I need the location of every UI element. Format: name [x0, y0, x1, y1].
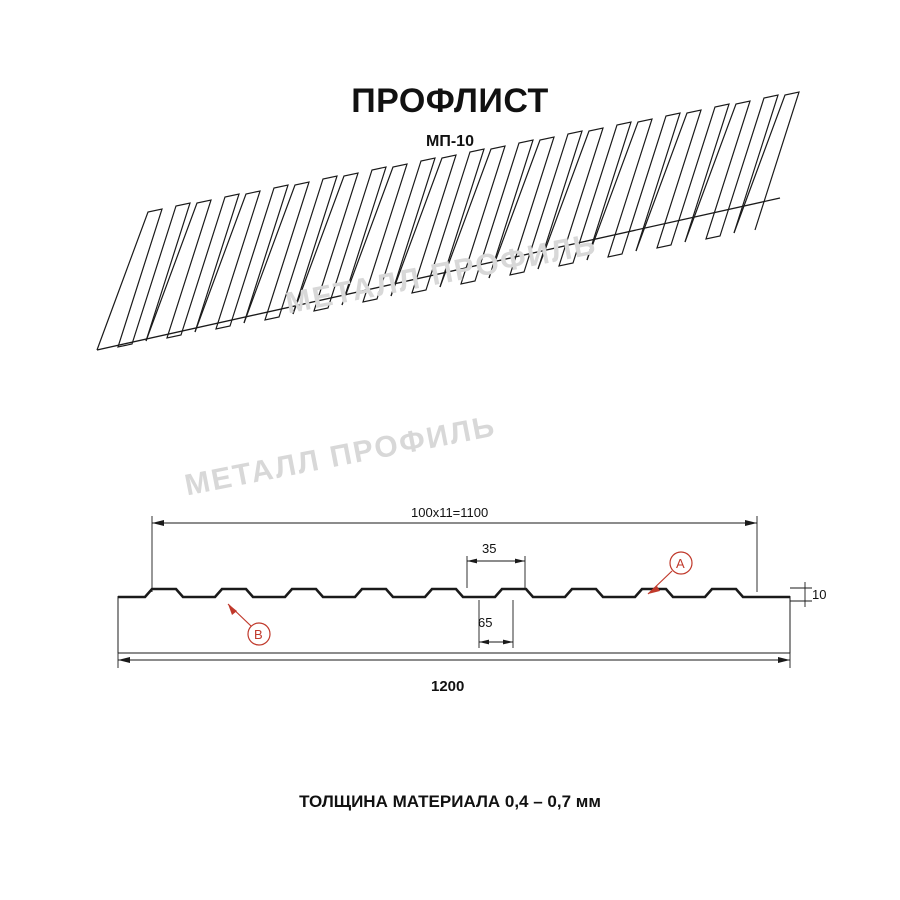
dimension-total-width: 1200 — [431, 678, 465, 695]
page-title: ПРОФЛИСТ — [351, 82, 549, 120]
section-view — [118, 516, 812, 668]
dimension-rib-top-width: 35 — [482, 541, 497, 556]
callout-b-label: B — [254, 627, 263, 642]
dimension-working-width: 100x11=1100 — [411, 505, 489, 520]
callout-a-leader — [648, 552, 692, 594]
watermark-bottom: МЕТАЛЛ ПРОФИЛЬ — [182, 409, 499, 503]
dimension-profile-height: 10 — [812, 587, 827, 602]
material-thickness-note: ТОЛЩИНА МАТЕРИАЛА 0,4 – 0,7 мм — [299, 792, 601, 811]
callout-b-leader — [228, 604, 270, 645]
profile-code: МП-10 — [426, 133, 474, 150]
isometric-sheet — [97, 92, 806, 350]
profile-section-outline — [118, 589, 790, 597]
callout-a-label: A — [676, 556, 685, 571]
dimension-rib-base-width: 65 — [478, 615, 493, 630]
watermark-top: МЕТАЛЛ ПРОФИЛЬ — [283, 227, 600, 321]
